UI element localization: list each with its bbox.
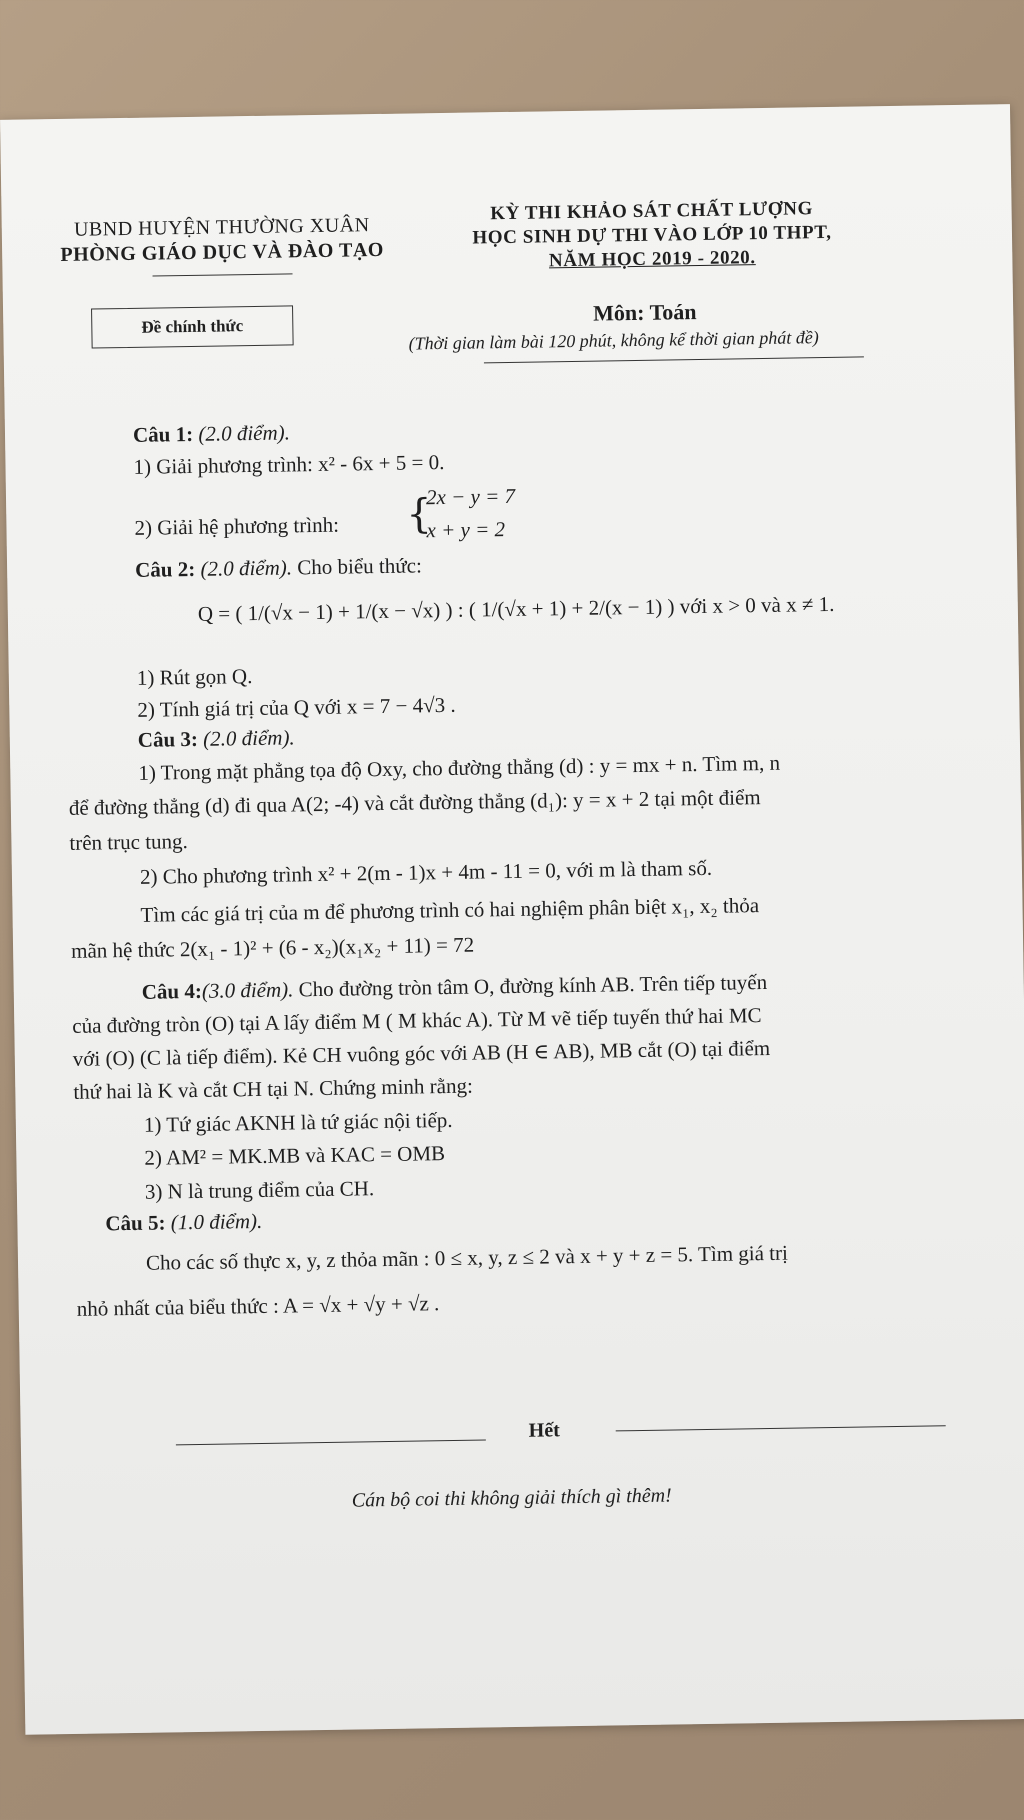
q4-line-3: với (O) (C là tiếp điểm). Kẻ CH vuông góc với AB (H ∈ AB), MB cắt (O) tại điểm [72, 1035, 771, 1071]
q2-points: (2.0 điểm). [200, 555, 293, 581]
proctor-note: Cán bộ coi thi không giải thích gì thêm! [351, 1484, 672, 1512]
q4-line-2: của đường tròn (O) tại A lấy điểm M ( M khác A). Từ M vẽ tiếp tuyến thứ hai MC [72, 1003, 762, 1038]
end-rule-left [176, 1439, 486, 1445]
q2-item-1: 1) Rút gọn Q. [136, 664, 253, 690]
q4-points: (3.0 điểm). [201, 977, 294, 1003]
q4-item-3: 3) N là trung điểm của CH. [144, 1176, 375, 1204]
q3-p1-line-1: 1) Trong mặt phẳng tọa độ Oxy, cho đường thẳng (d) : y = mx + n. Tìm m, n [138, 750, 781, 785]
q4-title: Câu 4: [141, 978, 203, 1004]
q3-p1-line-3: trên trục tung. [69, 829, 188, 855]
q3-p2-line-3: mãn hệ thức 2(x₁ - 1)² + (6 - x₂)(x₁x₂ + 11) = 72 [70, 932, 475, 963]
exam-line-2: HỌC SINH DỰ THI VÀO LỚP 10 THPT, [472, 221, 832, 249]
q5-line-2: nhỏ nhất của biểu thức : A = √x + √y + √z . [76, 1291, 440, 1321]
org-line-1: UBND HUYỆN THƯỜNG XUÂN [73, 214, 370, 241]
q3-points: (2.0 điểm). [202, 725, 295, 751]
exam-line-3: NĂM HỌC 2019 - 2020. [548, 247, 756, 272]
q1-title: Câu 1: [132, 421, 194, 447]
q3-p2-line-1: 2) Cho phương trình x² + 2(m - 1)x + 4m - 11 = 0, với m là tham số. [139, 855, 713, 889]
issuing-org [42, 214, 403, 279]
q3-p2-line-2: Tìm các giá trị của m để phương trình có hai nghiệm phân biệt x₁, x₂ thỏa [140, 893, 760, 927]
q1-points: (2.0 điểm). [198, 420, 291, 446]
q2-intro: Cho biểu thức: [297, 553, 423, 580]
system-brace: { [405, 491, 433, 538]
q4-line-1 [142, 970, 768, 1005]
org-underline [153, 273, 293, 276]
exam-sheet [0, 104, 1024, 1735]
q2-heading [135, 553, 422, 583]
q4-item-2: 2) AM² = MK.MB và KAC = OMB [144, 1141, 446, 1170]
q1-item-2: 2) Giải hệ phương trình: [134, 512, 340, 540]
sys-eq-2: x + y = 2 [426, 517, 506, 543]
duration-underline [484, 356, 864, 363]
q1-item-1: 1) Giải phương trình: x² - 6x + 5 = 0. [133, 449, 445, 479]
exam-heading [441, 196, 862, 275]
q5-points: (1.0 điểm). [170, 1208, 263, 1235]
exam-line-1: KỲ THI KHẢO SÁT CHẤT LƯỢNG [490, 198, 814, 225]
official-label-box: Đề chính thức [91, 305, 294, 348]
q2-title: Câu 2: [134, 556, 196, 582]
q4-line-4: thứ hai là K và cắt CH tại N. Chứng minh rằng: [73, 1073, 474, 1104]
q3-heading [138, 725, 295, 752]
q4-item-1: 1) Tứ giác AKNH là tứ giác nội tiếp. [143, 1107, 453, 1137]
q5-heading [105, 1209, 262, 1236]
q3-p1-line-2: để đường thẳng (d) đi qua A(2; -4) và cắt đường thẳng (d₁): y = x + 2 tại một điểm [68, 785, 761, 820]
subject-title: Môn: Toán [592, 299, 697, 326]
q2-expression: Q = ( 1/(√x − 1) + 1/(x − √x) ) : ( 1/(√x + 1) + 2/(x − 1) ) với x > 0 và x ≠ 1. [197, 591, 835, 626]
sys-eq-1: 2x − y = 7 [425, 483, 516, 510]
q1-heading [133, 420, 290, 447]
q5-line-1: Cho các số thực x, y, z thỏa mãn : 0 ≤ x, y, z ≤ 2 và x + y + z = 5. Tìm giá trị [145, 1240, 789, 1275]
q4-intro: Cho đường tròn tâm O, đường kính AB. Trên tiếp tuyến [298, 969, 768, 1002]
q3-title: Câu 3: [137, 726, 199, 752]
q2-item-2: 2) Tính giá trị của Q với x = 7 − 4√3 . [137, 692, 456, 722]
org-line-2: PHÒNG GIÁO DỤC VÀ ĐÀO TẠO [60, 238, 385, 266]
end-rule-right [616, 1425, 946, 1431]
q5-title: Câu 5: [105, 1210, 166, 1236]
duration-note: (Thời gian làm bài 120 phút, không kể thời gian phát đề) [408, 327, 819, 354]
end-marker: Hết [528, 1419, 560, 1442]
